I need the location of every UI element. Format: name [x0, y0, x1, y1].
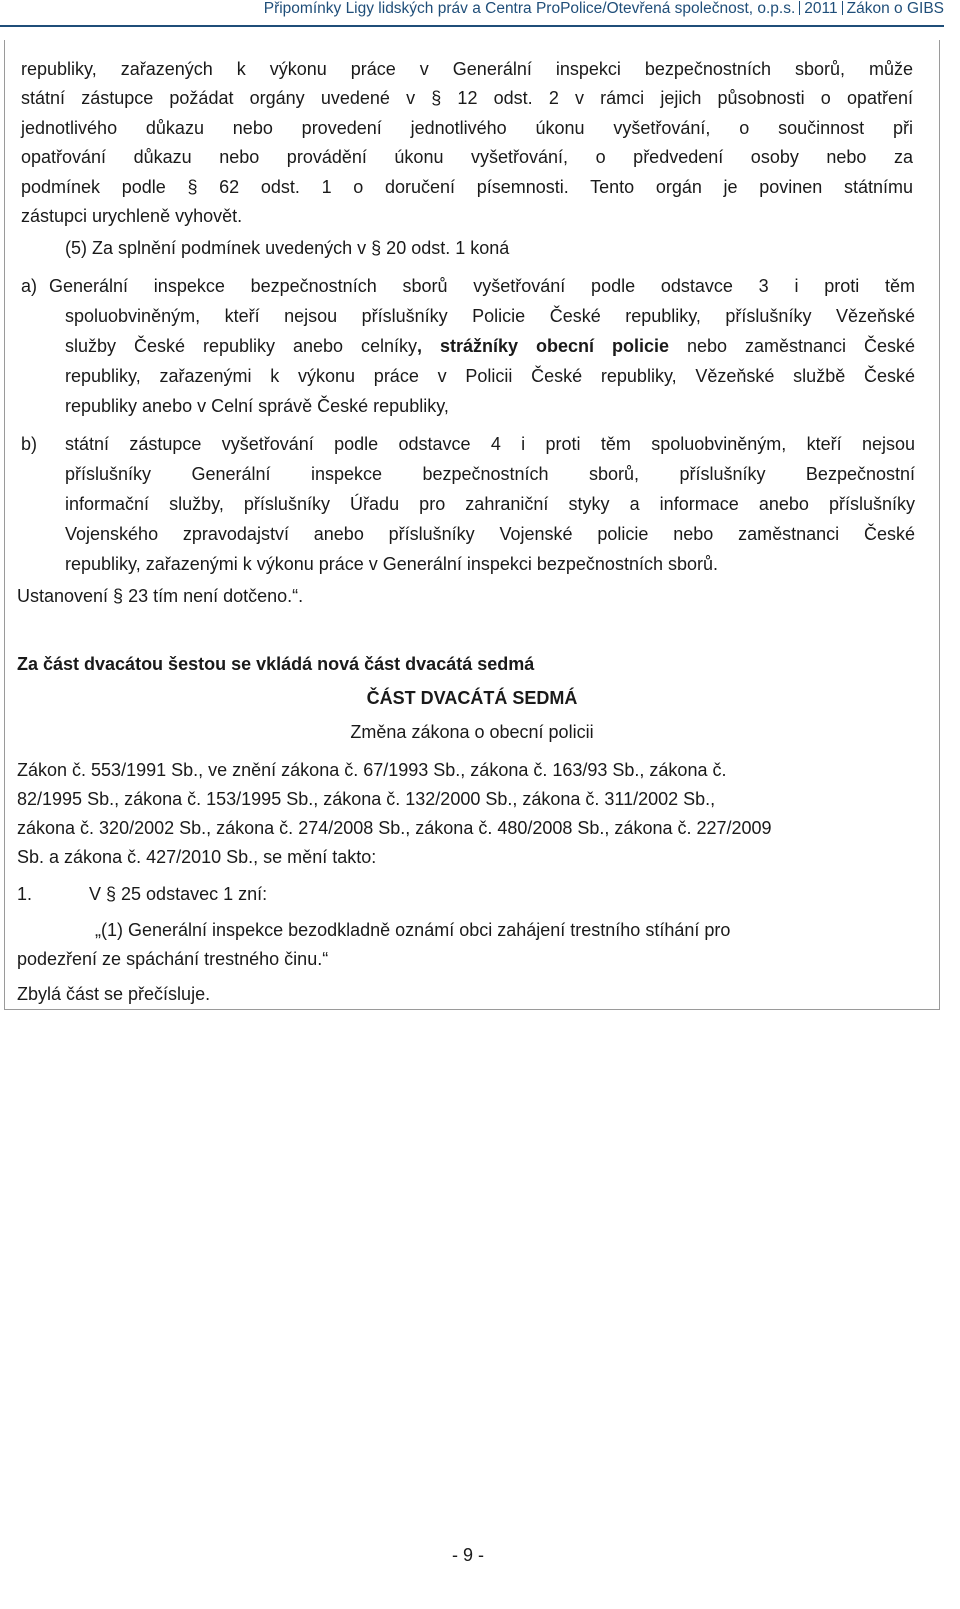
list-a-line: [65, 332, 915, 360]
paragraph-line: jednotlivého důkazu nebo provedení jednotlivého úkonu vyšetřování, o součinnost při: [21, 118, 913, 138]
paragraph-line: opatřování důkazu nebo provádění úkonu vyšetřování, o předvedení osoby nebo za: [21, 147, 913, 167]
paragraph-line: státní zástupce požádat orgány uvedené v § 12 odst. 2 v rámci jejich působnosti o opatření: [21, 88, 913, 108]
page-number: - 9 -: [451, 1545, 484, 1565]
paragraph-line: podmínek podle § 62 odst. 1 o doručení písemnosti. Tento orgán je povinen státnímu: [21, 177, 913, 197]
quote-line: „(1) Generální inspekce bezodkladně oznámí obci zahájení trestního stíhání pro: [95, 920, 731, 940]
list-marker-a: a): [21, 276, 38, 296]
law-line: Zákon č. 553/1991 Sb., ve znění zákona č. 67/1993 Sb., zákona č. 163/93 Sb., zákona č.: [17, 760, 727, 780]
part-title: ČÁST DVACÁTÁ SEDMÁ: [366, 688, 578, 708]
law-line: 82/1995 Sb., zákona č. 153/1995 Sb., zákona č. 132/2000 Sb., zákona č. 311/2002 Sb.,: [17, 789, 716, 809]
paragraph-line: zástupci urychleně vyhovět.: [21, 206, 243, 226]
list-a-line: republiky anebo v Celní správě České republiky,: [65, 396, 449, 416]
header-separator: [842, 1, 843, 15]
quote-line: podezření ze spáchání trestného činu.“: [17, 949, 329, 969]
section-intro-heading: Za část dvacátou šestou se vkládá nová část dvacátá sedmá: [17, 654, 535, 674]
inserted-text-bold: , strážníky obecní policie: [417, 336, 669, 356]
document-frame: [4, 40, 940, 1010]
list-a-text: nebo zaměstnanci České: [668, 336, 915, 356]
header-separator: [799, 1, 800, 15]
list-a-line: republiky, zařazenými k výkonu práce v Policii České republiky, Vězeňské službě České: [65, 366, 915, 386]
law-line: Sb. a zákona č. 427/2010 Sb., se mění takto:: [17, 847, 377, 867]
part-subtitle: Změna zákona o obecní policii: [350, 722, 594, 742]
item-number: 1.: [17, 884, 33, 904]
list-b-line: Vojenského zpravodajství anebo příslušníky Vojenské policie nebo zaměstnanci České: [65, 524, 915, 544]
item-text: V § 25 odstavec 1 zní:: [89, 884, 268, 904]
list-marker-b: b): [21, 434, 38, 454]
list-a-line: spoluobviněným, kteří nejsou příslušníky Policie České republiky, příslušníky Vězeňské: [65, 306, 915, 326]
header-law: Zákon o GIBS: [846, 0, 944, 17]
list-a-line: Generální inspekce bezpečnostních sborů vyšetřování podle odstavce 3 i proti těm: [49, 276, 915, 296]
paragraph-line: republiky, zařazených k výkonu práce v Generální inspekci bezpečnostních sborů, může: [21, 59, 913, 79]
page-header: [0, 0, 944, 27]
law-line: zákona č. 320/2002 Sb., zákona č. 274/2008 Sb., zákona č. 480/2008 Sb., zákona č. 227/2009: [17, 818, 772, 838]
list-b-line: republiky, zařazenými k výkonu práce v Generální inspekci bezpečnostních sborů.: [65, 554, 718, 574]
header-year: 2011: [804, 0, 838, 17]
list-a-text: služby České republiky anebo celníky: [65, 336, 418, 356]
subsection-5: (5) Za splnění podmínek uvedených v § 20 odst. 1 koná: [65, 238, 510, 258]
closing-note: Zbylá část se přečísluje.: [17, 984, 211, 1004]
ustanoveni-note: Ustanovení § 23 tím není dotčeno.“.: [17, 586, 304, 606]
list-b-line: státní zástupce vyšetřování podle odstavce 4 i proti těm spoluobviněným, kteří nejsou: [65, 434, 915, 454]
list-b-line: příslušníky Generální inspekce bezpečnostních sborů, příslušníky Bezpečnostní: [65, 464, 915, 484]
header-title: Připomínky Ligy lidských práv a Centra ProPolice/Otevřená společnost, o.p.s.: [263, 0, 796, 17]
list-b-line: informační služby, příslušníky Úřadu pro zahraniční styky a informace anebo příslušníky: [65, 494, 915, 514]
